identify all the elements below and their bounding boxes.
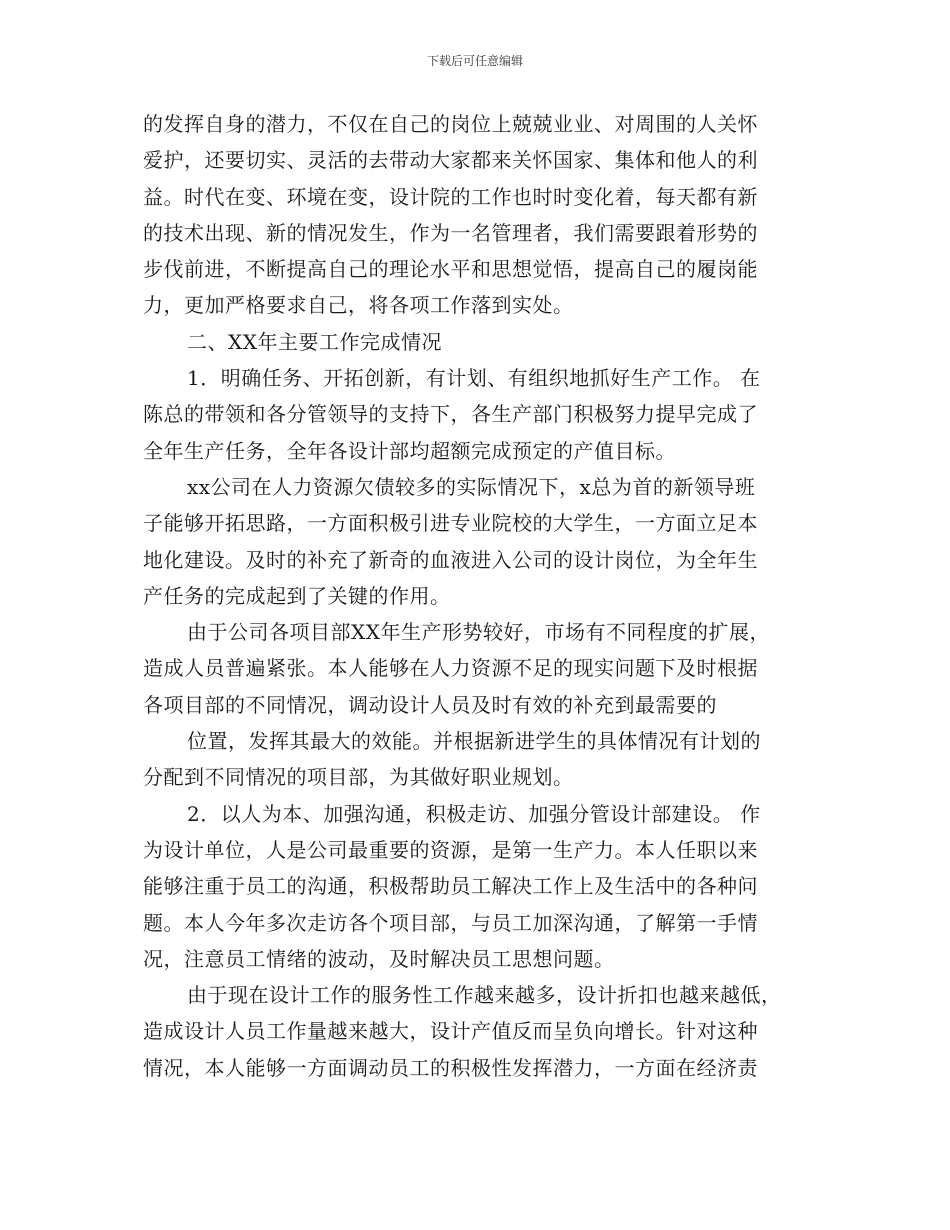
text-line: 为设计单位，人是公司最重要的资源，是第一生产力。本人任职以来: [143, 837, 758, 862]
text-line: 力，更加严格要求自己，将各项工作落到实处。: [143, 293, 574, 318]
text-line: 况，注意员工情绪的波动，及时解决员工思想问题。: [143, 946, 615, 971]
text-line: 陈总的带领和各分管领导的支持下，各生产部门积极努力提早完成了: [143, 402, 758, 427]
text-line: 二、XX年主要工作完成情况: [187, 329, 442, 354]
text-line: 造成人员普遍紧张。本人能够在人力资源不足的现实问题下及时根据: [143, 656, 758, 681]
document-body: [143, 106, 803, 1086]
text-line: 1．明确任务、开拓创新，有计划、有组织地抓好生产工作。 在: [187, 366, 761, 391]
text-line: 题。本人今年多次走访各个项目部，与员工加深沟通，了解第一手情: [143, 910, 758, 935]
text-line: 情况，本人能够一方面调动员工的积极性发挥潜力，一方面在经济责: [143, 1055, 758, 1080]
text-line: 全年生产任务，全年各设计部均超额完成预定的产值目标。: [143, 438, 676, 463]
text-line: 产任务的完成起到了关键的作用。: [143, 583, 451, 608]
text-line: 能够注重于员工的沟通，积极帮助员工解决工作上及生活中的各种问: [143, 874, 758, 899]
text-line: 位置，发挥其最大的效能。并根据新进学生的具体情况有计划的: [187, 729, 761, 754]
text-line: 的发挥自身的潜力，不仅在自己的岗位上兢兢业业、对周围的人关怀: [143, 112, 758, 136]
text-line: 步伐前进，不断提高自己的理论水平和思想觉悟，提高自己的履岗能: [143, 257, 758, 282]
text-line: 地化建设。及时的补充了新奇的血液进入公司的设计岗位，为全年生: [143, 547, 758, 572]
text-line: 由于公司各项目部XX年生产形势较好，市场有不同程度的扩展，: [187, 620, 770, 645]
text-line: 2．以人为本、加强沟通，积极走访、加强分管设计部建设。 作: [187, 801, 761, 826]
text-line: 的技术出现、新的情况发生，作为一名管理者，我们需要跟着形势的: [143, 220, 758, 245]
text-line: 各项目部的不同情况，调动设计人员及时有效的补充到最需要的: [143, 692, 717, 717]
text-line: 爱护，还要切实、灵活的去带动大家都来关怀国家、集体和他人的利: [143, 148, 758, 173]
page-header: 下载后可任意编辑: [426, 54, 523, 68]
text-line: 造成设计人员工作量越来越大，设计产值反而呈负向增长。针对这种: [143, 1019, 758, 1044]
text-line: 益。时代在变、环境在变，设计院的工作也时时变化着，每天都有新: [143, 184, 758, 209]
text-line: 子能够开拓思路，一方面积极引进专业院校的大学生，一方面立足本: [143, 511, 758, 536]
text-line: 由于现在设计工作的服务性工作越来越多，设计折扣也越来越低，: [187, 983, 782, 1008]
text-line: 分配到不同情况的项目部，为其做好职业规划。: [143, 765, 574, 790]
text-line: xx公司在人力资源欠债较多的实际情况下，x总为首的新领导班: [187, 474, 756, 499]
